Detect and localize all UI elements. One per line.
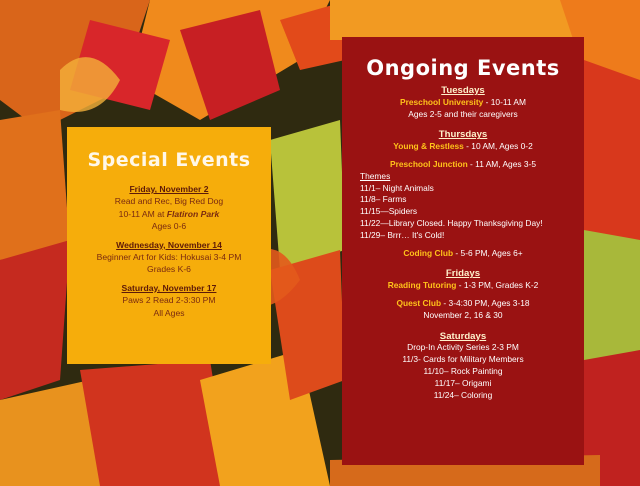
event-description: Read and Rec, Big Red Dog: [114, 196, 224, 207]
event-name: Quest Club: [396, 297, 442, 308]
event-name: Preschool Junction: [390, 158, 468, 169]
special-event-item: [67, 239, 271, 276]
saturday-line: 11/17– Origami: [434, 377, 492, 388]
saturday-line: 11/24– Coloring: [433, 389, 493, 400]
event-date: Wednesday, November 14: [116, 239, 222, 250]
event-details: - 5-6 PM, Ages 6+: [453, 247, 523, 258]
event-name: Preschool University: [400, 96, 484, 107]
ongoing-event: [342, 97, 584, 109]
saturday-line: 11/10– Rock Painting: [423, 365, 503, 376]
event-description: Beginner Art for Kids: Hokusai 3-4 PM: [96, 252, 242, 263]
special-events-title: Special Events: [87, 149, 251, 171]
saturdays-heading: Saturdays: [439, 330, 487, 342]
event-dates: November 2, 16 & 30: [423, 309, 503, 320]
ongoing-event: [342, 280, 584, 292]
event-name: Reading Tutoring: [387, 280, 457, 291]
event-ages: Grades K-6: [147, 264, 191, 275]
event-details: - 10-11 AM: [483, 96, 526, 107]
event-details: - 10 AM, Ages 0-2: [463, 141, 533, 152]
event-ages: All Ages: [153, 307, 185, 318]
thursdays-heading: Thursdays: [438, 129, 488, 141]
tuesdays-heading: Tuesdays: [441, 85, 485, 96]
theme-item: 11/15—Spiders: [360, 206, 418, 217]
event-details: - 1-3 PM, Grades K-2: [456, 280, 539, 291]
ongoing-event: [342, 141, 584, 153]
themes-label: Themes: [360, 170, 391, 181]
event-details: - 11 AM, Ages 3-5: [467, 158, 536, 169]
theme-item: 11/22—Library Closed. Happy Thanksgiving Day!: [360, 217, 543, 228]
event-time: 10-11 AM at: [118, 208, 167, 219]
fridays-heading: Fridays: [445, 268, 481, 280]
theme-item: 11/29– Brrr… It's Cold!: [360, 229, 445, 240]
event-time-location: [67, 208, 271, 220]
event-ages: Ages 0-6: [151, 221, 187, 232]
event-name: Young & Restless: [393, 141, 464, 152]
event-details: - 3-4:30 PM, Ages 3-18: [441, 297, 530, 308]
ongoing-event: [342, 298, 584, 310]
special-event-item: [67, 183, 271, 233]
event-location: Flatiron Park: [166, 208, 220, 219]
ongoing-events-panel: [342, 37, 584, 465]
theme-item: 11/1– Night Animals: [360, 182, 434, 193]
theme-item: 11/8– Farms: [360, 194, 407, 205]
event-ages: Ages 2-5 and their caregivers: [408, 108, 518, 119]
event-name: Coding Club: [403, 247, 454, 258]
saturday-line: Drop-In Activity Series 2-3 PM: [407, 342, 519, 353]
saturday-line: 11/3- Cards for Military Members: [402, 354, 524, 365]
special-event-item: [67, 282, 271, 319]
ongoing-events-title: Ongoing Events: [366, 56, 560, 80]
event-description: Paws 2 Read 2-3:30 PM: [122, 295, 216, 306]
event-date: Friday, November 2: [129, 184, 209, 194]
ongoing-event: [342, 159, 584, 171]
event-date: Saturday, November 17: [121, 282, 217, 293]
ongoing-event: [342, 248, 584, 260]
special-events-panel: [67, 127, 271, 364]
